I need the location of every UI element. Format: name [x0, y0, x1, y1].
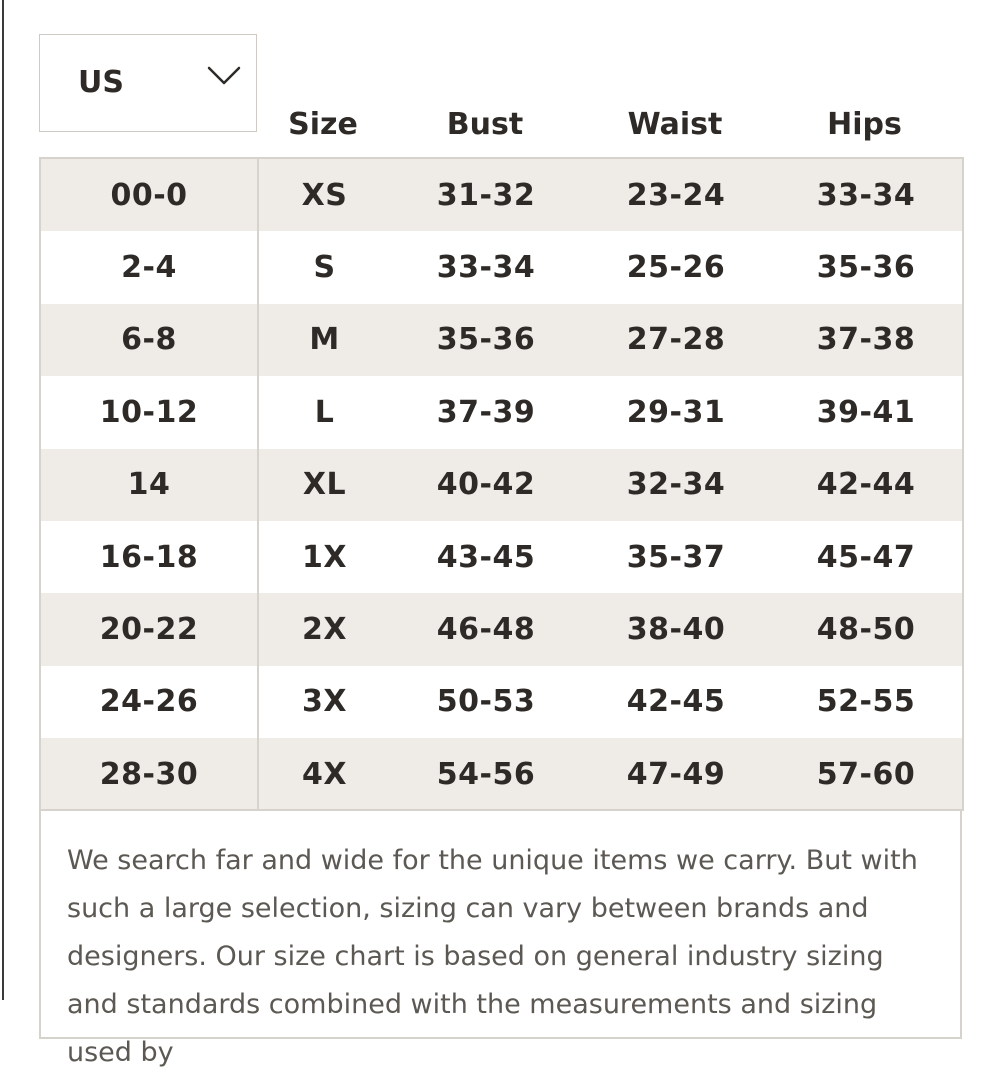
cell-us-size: 10-12 — [40, 376, 258, 448]
header-hips: Hips — [827, 107, 902, 142]
cell-bust: 37-39 — [390, 376, 582, 448]
cell-bust: 43-45 — [390, 521, 582, 593]
cell-size: S — [258, 231, 390, 303]
table-row — [40, 521, 963, 593]
cell-size: 3X — [258, 666, 390, 738]
cell-bust: 40-42 — [390, 449, 582, 521]
cell-us-size: 2-4 — [40, 231, 258, 303]
size-chart-table — [39, 157, 964, 811]
left-edge-rule — [2, 0, 4, 1000]
table-row — [40, 304, 963, 376]
unit-dropdown[interactable] — [39, 34, 257, 132]
cell-waist: 32-34 — [582, 449, 770, 521]
cell-hips: 45-47 — [770, 521, 963, 593]
cell-bust: 50-53 — [390, 666, 582, 738]
table-row — [40, 231, 963, 303]
cell-waist: 23-24 — [582, 158, 770, 231]
cell-size: M — [258, 304, 390, 376]
unit-dropdown-value: US — [78, 65, 124, 100]
cell-waist: 42-45 — [582, 666, 770, 738]
cell-us-size: 6-8 — [40, 304, 258, 376]
cell-waist: 47-49 — [582, 738, 770, 810]
cell-hips: 42-44 — [770, 449, 963, 521]
cell-waist: 35-37 — [582, 521, 770, 593]
cell-bust: 33-34 — [390, 231, 582, 303]
cell-hips: 39-41 — [770, 376, 963, 448]
cell-size: L — [258, 376, 390, 448]
cell-size: XS — [258, 158, 390, 231]
header-bust: Bust — [446, 107, 524, 142]
cell-size: 4X — [258, 738, 390, 810]
table-row — [40, 738, 963, 810]
cell-us-size: 28-30 — [40, 738, 258, 810]
cell-size: 2X — [258, 593, 390, 665]
cell-size: 1X — [258, 521, 390, 593]
cell-us-size: 14 — [40, 449, 258, 521]
table-header — [257, 100, 960, 150]
cell-waist: 38-40 — [582, 593, 770, 665]
cell-us-size: 24-26 — [40, 666, 258, 738]
cell-waist: 29-31 — [582, 376, 770, 448]
cell-hips: 57-60 — [770, 738, 963, 810]
cell-waist: 27-28 — [582, 304, 770, 376]
chevron-down-icon — [206, 65, 242, 87]
cell-hips: 48-50 — [770, 593, 963, 665]
cell-bust: 35-36 — [390, 304, 582, 376]
header-waist: Waist — [627, 107, 723, 142]
cell-us-size: 20-22 — [40, 593, 258, 665]
cell-hips: 37-38 — [770, 304, 963, 376]
cell-us-size: 16-18 — [40, 521, 258, 593]
cell-hips: 52-55 — [770, 666, 963, 738]
cell-hips: 35-36 — [770, 231, 963, 303]
cell-size: XL — [258, 449, 390, 521]
sizing-note-text: We search far and wide for the unique items we carry. But with such a large selection, sizing can vary between brands and designers. Our size chart is based on general industry sizing and standards combined with the measurements and sizing used by — [67, 845, 918, 1068]
cell-us-size: 00-0 — [40, 158, 258, 231]
cell-hips: 33-34 — [770, 158, 963, 231]
cell-bust: 46-48 — [390, 593, 582, 665]
table-row — [40, 376, 963, 448]
table-row — [40, 593, 963, 665]
cell-waist: 25-26 — [582, 231, 770, 303]
cell-bust: 54-56 — [390, 738, 582, 810]
table-row — [40, 666, 963, 738]
table-row — [40, 158, 963, 231]
header-size: Size — [288, 107, 358, 142]
table-row — [40, 449, 963, 521]
cell-bust: 31-32 — [390, 158, 582, 231]
sizing-note-panel — [39, 809, 962, 1068]
